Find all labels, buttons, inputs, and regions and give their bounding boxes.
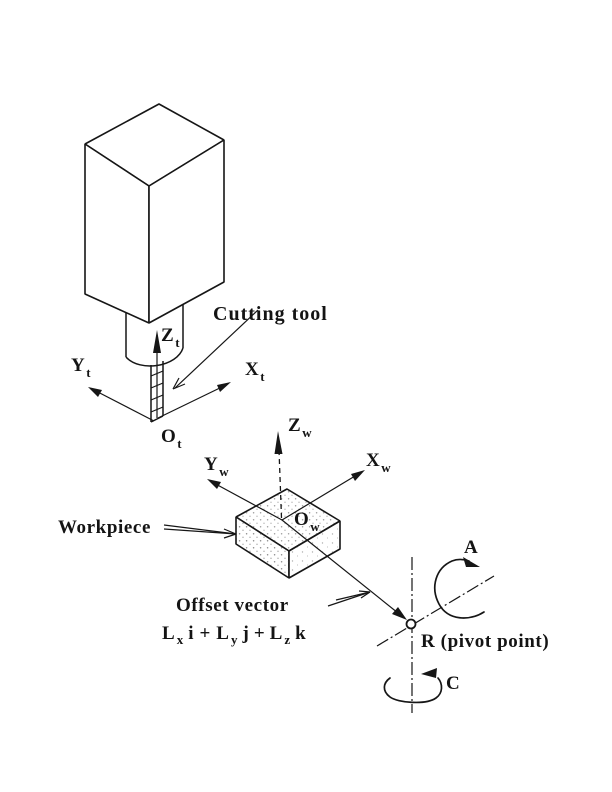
work-origin-label: O $_w$ xyxy=(294,509,320,534)
tool-x-arrowhead xyxy=(217,382,231,392)
tool-y-arrowhead xyxy=(88,387,102,397)
work-y-label: Y $_w$ xyxy=(204,454,229,479)
offset-vector-formula: L $_x$ i + L $_y$ j + L $_z$ k xyxy=(162,623,306,647)
work-x-arrowhead xyxy=(351,470,365,481)
a-rotation-arc xyxy=(435,560,484,618)
c-rotation-arc xyxy=(384,678,441,702)
offset-vector-arrowhead xyxy=(392,607,407,620)
tool-frame-axes xyxy=(88,330,231,421)
work-z-arrowhead xyxy=(275,431,283,454)
tool-y-axis xyxy=(92,389,154,421)
workpiece-block xyxy=(236,489,340,578)
tool-z-arrowhead xyxy=(153,330,161,353)
work-y-arrowhead xyxy=(207,479,221,489)
a-axis-label: A xyxy=(464,537,478,558)
offset-vector-leader xyxy=(328,591,370,606)
pivot-point-label: R (pivot point) xyxy=(421,631,550,652)
pivot-point-marker xyxy=(407,620,416,629)
cutting-tool-label: Cutting tool xyxy=(213,303,328,325)
tool-z-label: Z $_t$ xyxy=(161,325,180,350)
tool-x-axis xyxy=(158,385,226,418)
a-rotation-arrowhead xyxy=(463,557,480,567)
offset-vector-label: Offset vector xyxy=(176,595,289,616)
tool-x-label: X $_t$ xyxy=(245,359,265,384)
c-axis-label: C xyxy=(446,673,460,694)
spindle-housing xyxy=(85,104,224,323)
c-rotation-arrowhead xyxy=(421,668,437,678)
workpiece-label: Workpiece xyxy=(58,517,151,538)
tool-y-label: Y $_t$ xyxy=(71,355,91,380)
workpiece-leader xyxy=(164,525,236,538)
work-z-label: Z $_w$ xyxy=(288,415,312,440)
work-x-label: X $_w$ xyxy=(366,450,391,475)
tool-origin-label: O $_t$ xyxy=(161,426,182,451)
